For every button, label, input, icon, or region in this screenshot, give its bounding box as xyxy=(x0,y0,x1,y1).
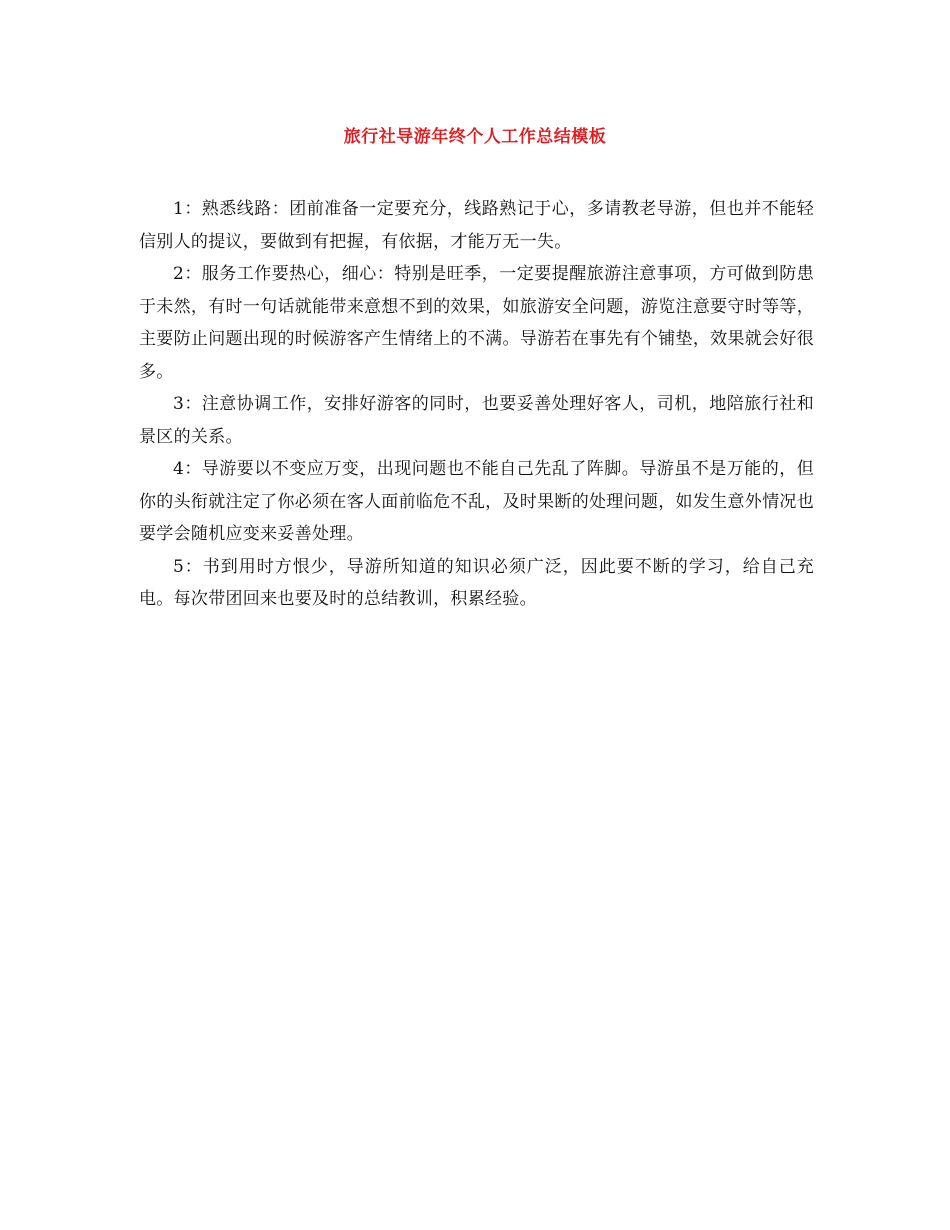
paragraph-4: 4：导游要以不变应万变，出现问题也不能自己先乱了阵脚。导游虽不是万能的，但你的头衔就注定了你必须在客人面前临危不乱，及时果断的处理问题，如发生意外情况也要学会随机应变来妥善处理。 xyxy=(139,459,814,544)
document-body xyxy=(139,193,814,616)
paragraph-1: 1：熟悉线路：团前准备一定要充分，线路熟记于心，多请教老导游，但也并不能轻信别人的提议，要做到有把握，有依据，才能万无一失。 xyxy=(139,199,814,252)
paragraph-3: 3：注意协调工作，安排好游客的同时，也要妥善处理好客人，司机，地陪旅行社和景区的关系。 xyxy=(139,394,814,447)
paragraph-2: 2：服务工作要热心，细心：特别是旺季，一定要提醒旅游注意事项，方可做到防患于未然，有时一句话就能带来意想不到的效果，如旅游安全问题，游览注意要守时等等，主要防止问题出现的时候游客产生情绪上的不满。导游若在事先有个铺垫，效果就会好很多。 xyxy=(139,264,814,382)
paragraph-5: 5：书到用时方恨少，导游所知道的知识必须广泛，因此要不断的学习，给自己充电。每次带团回来也要及时的总结教训，积累经验。 xyxy=(139,556,814,609)
document-title: 旅行社导游年终个人工作总结模板 xyxy=(343,127,607,147)
